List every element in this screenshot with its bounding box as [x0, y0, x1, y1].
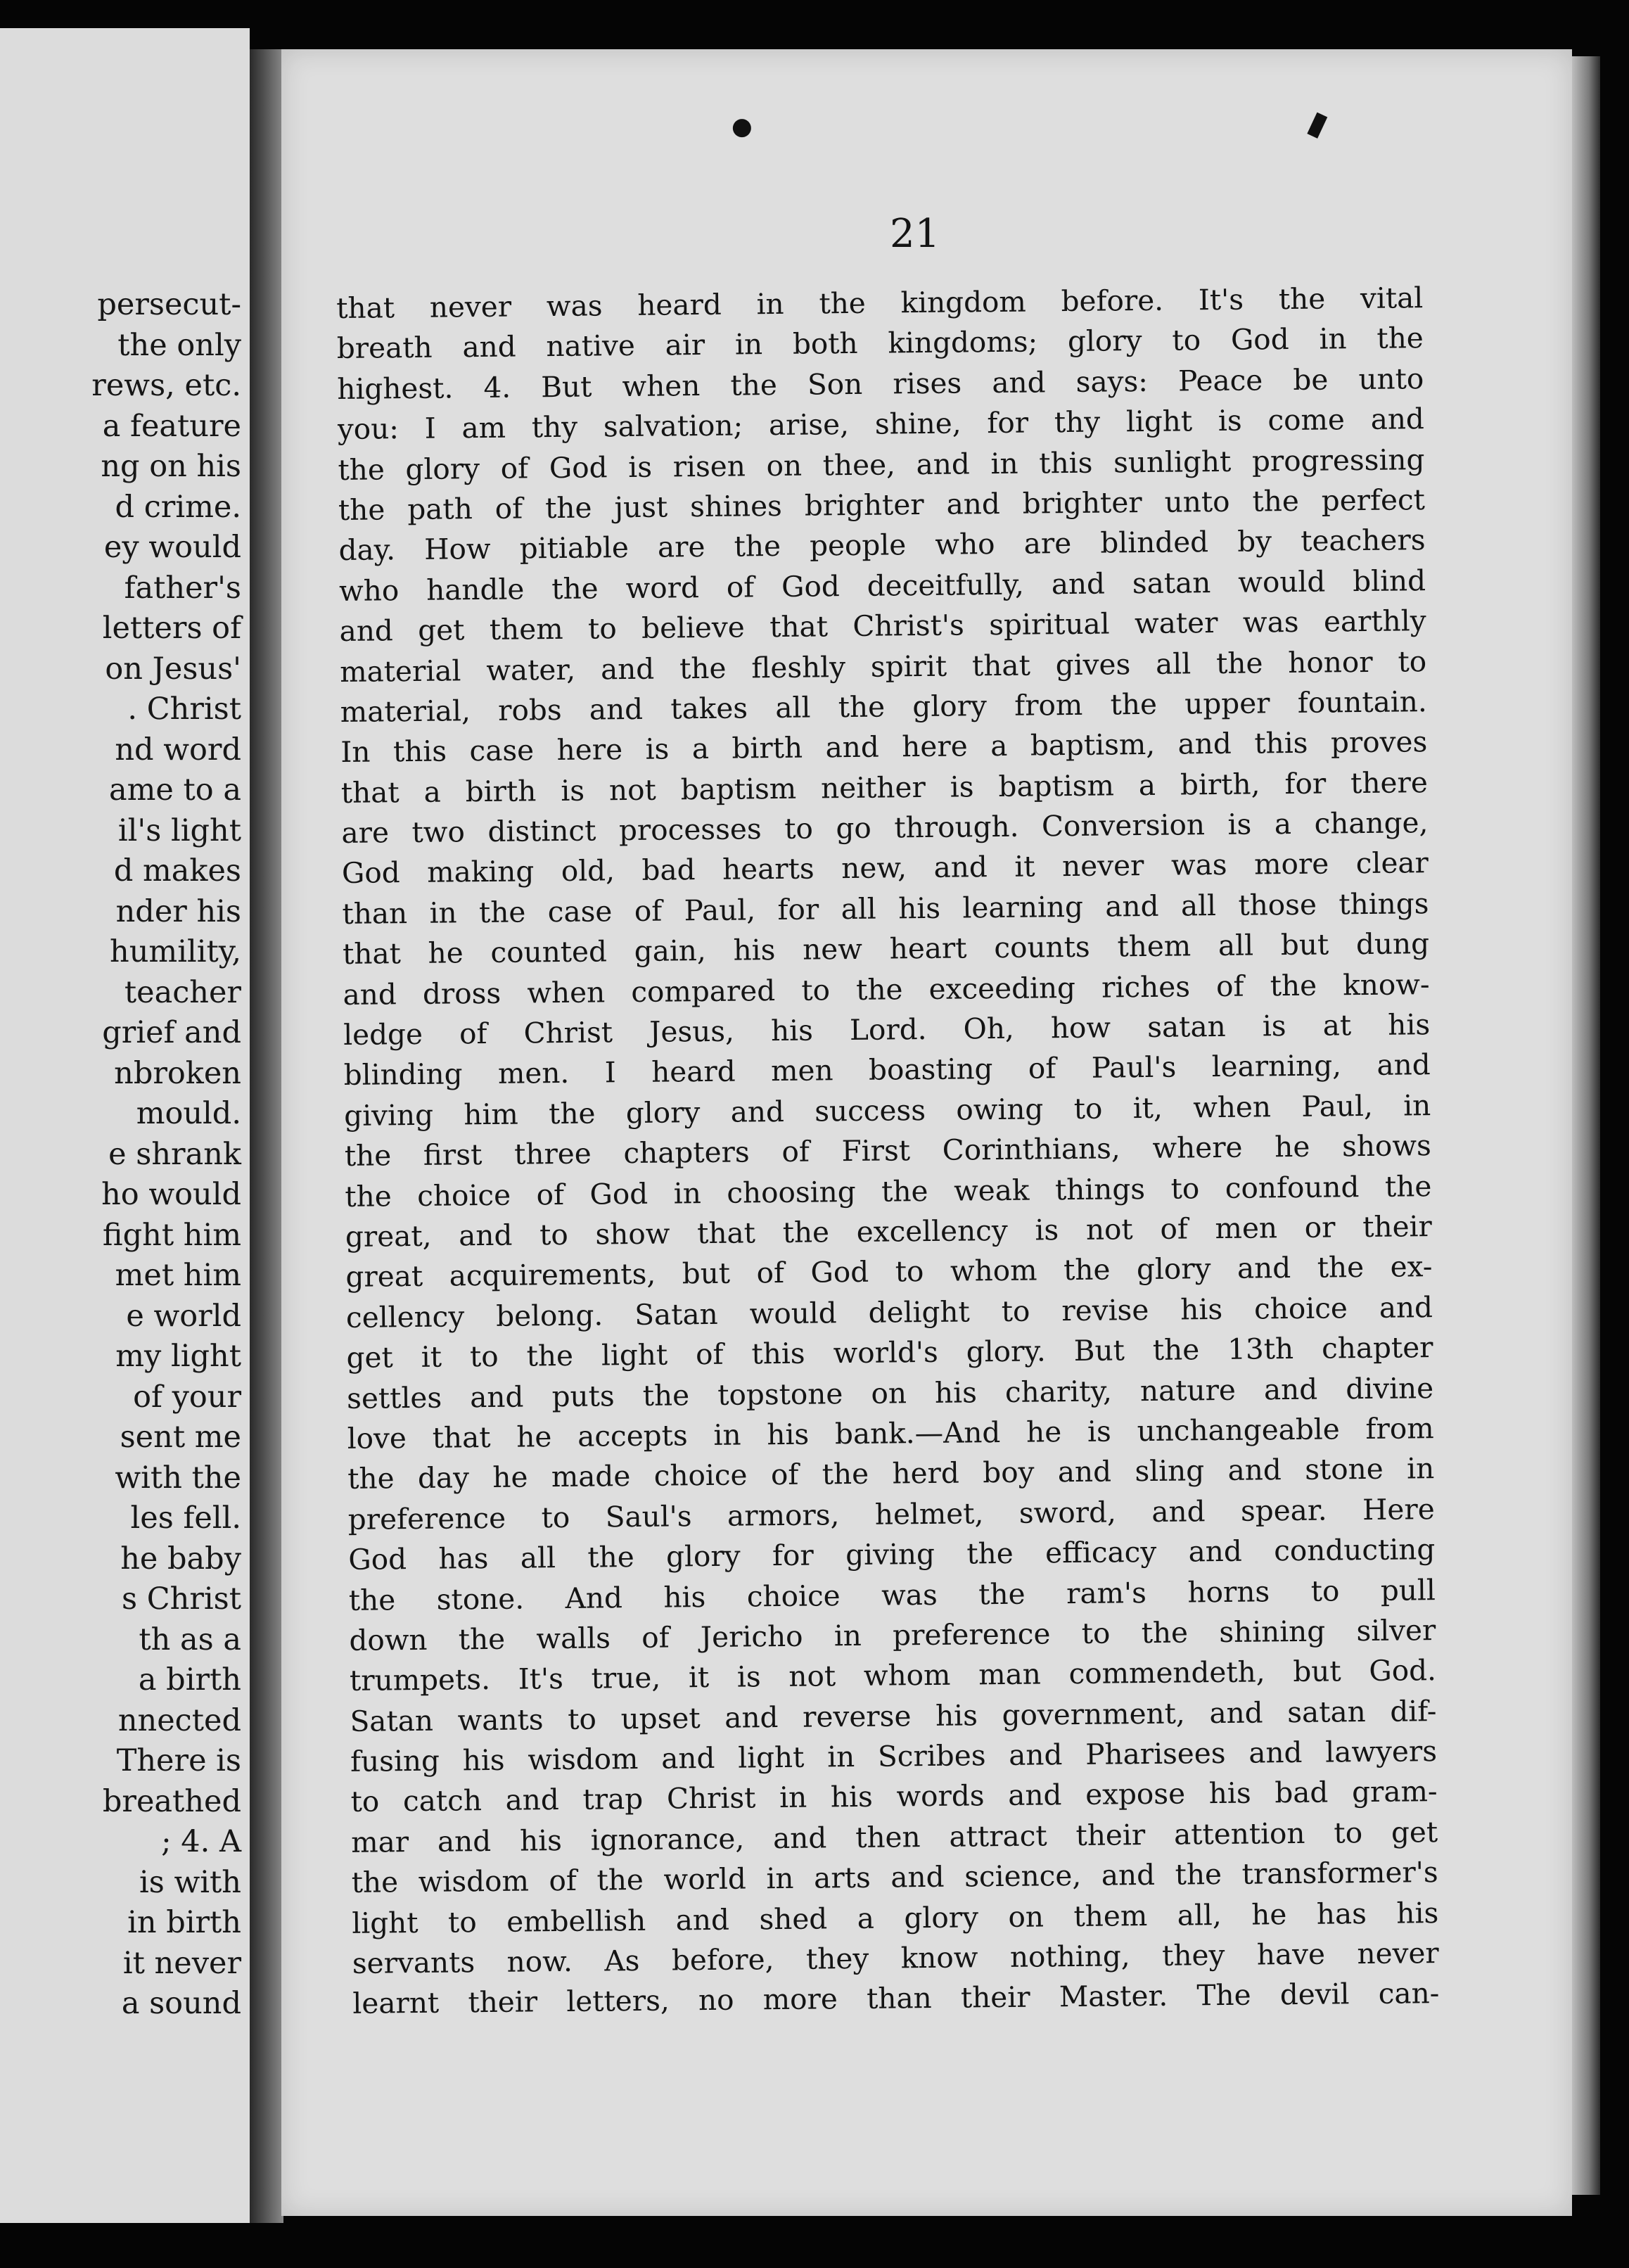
book-gutter: [250, 49, 283, 2223]
left-text-line: a sound: [121, 1986, 241, 2021]
text-line: blinding men. I heard men boasting of Paul's learning, and: [343, 1047, 1431, 1092]
left-text-line: it never: [122, 1945, 241, 1981]
text-line: and dross when compared to the exceeding riches of the know-: [343, 967, 1430, 1012]
left-text-line: th as a: [139, 1622, 241, 1657]
left-text-line: ; 4. A: [161, 1824, 241, 1859]
text-line: giving him the glory and success owing to it, when Paul, in: [344, 1088, 1431, 1133]
text-line: are two distinct processes to go through. Conversion is a change,: [341, 805, 1429, 850]
text-line: the stone. And his choice was the ram's horns to pull: [348, 1572, 1436, 1617]
text-line: material, robs and takes all the glory from the upper fountain.: [340, 684, 1427, 729]
left-text-line: nd word: [115, 732, 241, 767]
text-line: preference to Saul's armors, helmet, sword, and spear. Here: [347, 1491, 1435, 1536]
page-number: 21: [890, 211, 940, 257]
text-line: down the walls of Jericho in preference to the shining silver: [349, 1612, 1436, 1657]
text-line: highest. 4. But when the Son rises and says: Peace be unto: [337, 361, 1424, 406]
left-text-line: is with: [139, 1864, 241, 1900]
text-line: light to embellish and shed a glory on them all, he has his: [352, 1895, 1439, 1940]
text-line: learnt their letters, no more than their Master. The devil can-: [352, 1976, 1440, 2021]
text-line: Satan wants to upset and reverse his government, and satan dif-: [350, 1693, 1437, 1738]
text-line: that never was heard in the kingdom before. It's the vital: [336, 281, 1424, 325]
left-text-line: sent me: [120, 1420, 241, 1455]
text-line: mar and his ignorance, and then attract their attention to get: [350, 1814, 1438, 1859]
left-text-line: a feature: [102, 408, 241, 444]
left-text-line: met him: [115, 1258, 241, 1293]
text-line: than in the case of Paul, for all his learning and all those things: [342, 886, 1429, 931]
left-text-line: les fell.: [130, 1501, 241, 1536]
left-text-line: he baby: [120, 1541, 241, 1576]
text-line: servants now. As before, they know nothing, they have never: [352, 1936, 1440, 1980]
left-text-line: il's light: [117, 813, 241, 848]
left-text-line: breathed: [102, 1783, 241, 1819]
text-line: trumpets. It's true, it is not whom man commendeth, but God.: [349, 1653, 1437, 1698]
text-line: great acquirements, but of God to whom the glory and the ex-: [345, 1249, 1433, 1294]
left-page: [0, 28, 250, 2223]
body-text: [336, 278, 1440, 2025]
text-line: material water, and the fleshly spirit that gives all the honor to: [339, 644, 1427, 689]
left-page-text: [2, 285, 241, 2025]
left-text-line: mould.: [136, 1096, 241, 1131]
text-line: and get them to believe that Christ's spiritual water was earthly: [339, 604, 1426, 649]
left-text-line: ey would: [103, 530, 241, 565]
left-text-line: rews, etc.: [91, 368, 241, 403]
left-text-line: the only: [117, 327, 241, 363]
text-line: the path of the just shines brighter and brighter unto the perfect: [338, 483, 1426, 527]
left-text-line: persecut-: [97, 287, 241, 322]
left-text-line: humility,: [110, 934, 241, 969]
left-text-line: . Christ: [127, 692, 241, 727]
text-line: the choice of God in choosing the weak things to confound the: [345, 1168, 1432, 1213]
left-text-line: e world: [126, 1298, 241, 1334]
left-text-line: in birth: [127, 1905, 241, 1940]
left-text-line: There is: [116, 1743, 241, 1778]
text-line: the day he made choice of the herd boy and sling and stone in: [347, 1451, 1435, 1496]
left-text-line: fight him: [102, 1217, 241, 1253]
left-text-line: ame to a: [109, 772, 241, 808]
text-line: love that he accepts in his bank.—And he is unchangeable from: [347, 1411, 1434, 1455]
text-line: great, and to show that the excellency is not of men or their: [345, 1209, 1433, 1254]
left-text-line: nbroken: [114, 1055, 241, 1091]
text-line: the first three chapters of First Corinthians, where he shows: [344, 1128, 1431, 1173]
text-line: God has all the glory for giving the efficacy and conducting: [348, 1532, 1436, 1577]
page-edge: [1572, 56, 1600, 2195]
text-line: the glory of God is risen on thee, and in this sunlight progressing: [338, 442, 1425, 487]
left-text-line: nder his: [115, 893, 241, 929]
left-text-line: d makes: [113, 853, 241, 888]
text-line: cellency belong. Satan would delight to revise his choice and: [345, 1289, 1433, 1334]
text-line: get it to the light of this world's glory. But the 13th chapter: [346, 1330, 1433, 1375]
text-line: that he counted gain, his new heart counts them all but dung: [342, 926, 1430, 971]
ink-speck-mark: ●: [732, 113, 753, 141]
left-text-line: a birth: [138, 1662, 241, 1697]
text-line: that a birth is not baptism neither is baptism a birth, for there: [340, 765, 1429, 810]
ink-stroke-mark: ▮: [1303, 103, 1334, 144]
left-text-line: ng on his: [101, 449, 241, 484]
left-text-line: ho would: [101, 1177, 241, 1212]
left-text-line: nnected: [117, 1702, 241, 1738]
text-line: breath and native air in both kingdoms; glory to God in the: [336, 321, 1424, 366]
left-text-line: s Christ: [122, 1581, 241, 1617]
text-line: ledge of Christ Jesus, his Lord. Oh, how satan is at his: [343, 1007, 1431, 1052]
text-line: settles and puts the topstone on his charity, nature and divine: [346, 1370, 1434, 1415]
text-line: to catch and trap Christ in his words and expose his bad gram-: [350, 1774, 1438, 1819]
left-text-line: d crime.: [115, 489, 241, 525]
left-text-line: my light: [115, 1339, 241, 1374]
text-line: the wisdom of the world in arts and science, and the transformer's: [351, 1855, 1438, 1900]
left-text-line: letters of: [102, 611, 241, 646]
text-line: day. How pitiable are the people who are blinded by teachers: [338, 523, 1426, 568]
left-text-line: on Jesus': [105, 651, 241, 687]
left-text-line: with the: [115, 1460, 241, 1496]
text-line: God making old, bad hearts new, and it never was more clear: [341, 846, 1429, 891]
text-line: fusing his wisdom and light in Scribes and Pharisees and lawyers: [350, 1734, 1438, 1778]
text-line: who handle the word of God deceitfully, and satan would blind: [338, 563, 1426, 608]
left-text-line: father's: [124, 570, 241, 606]
left-text-line: of your: [133, 1379, 241, 1415]
left-text-line: grief and: [102, 1015, 241, 1050]
text-line: you: I am thy salvation; arise, shine, for thy light is come and: [337, 402, 1425, 447]
left-text-line: e shrank: [108, 1136, 241, 1172]
text-line: In this case here is a birth and here a baptism, and this proves: [340, 725, 1428, 770]
left-text-line: teacher: [124, 974, 241, 1010]
